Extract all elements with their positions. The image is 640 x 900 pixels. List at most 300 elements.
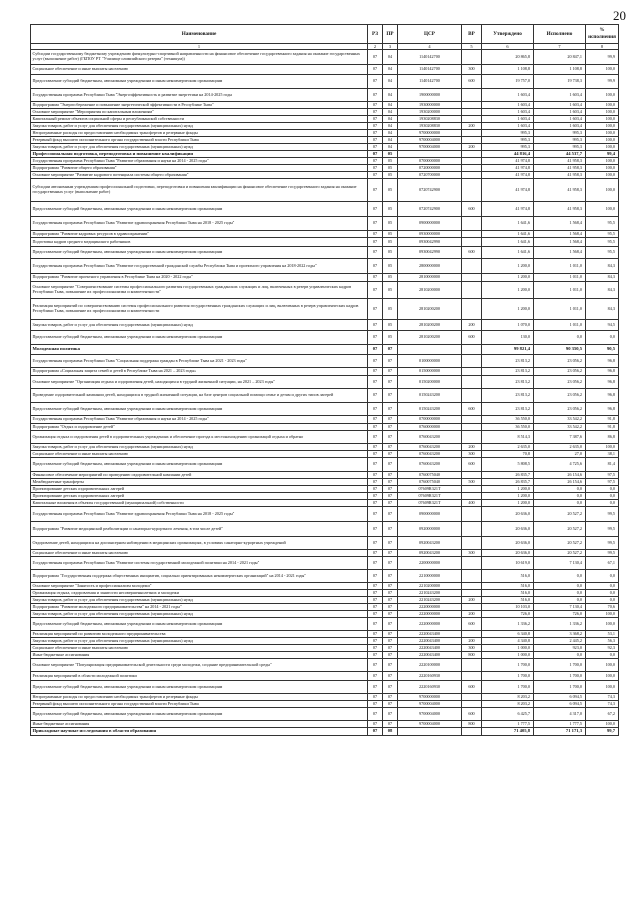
row-name-cell: Субсидии государственному бюджетному учреждению физкультурно-спортивной направленности на финансовое обеспечение государственного задания на оказание государственных услуг (выполнение работ) (ГБПОУ РТ "Училище олимпийского резерва" (техникум)): [31, 50, 368, 65]
row-percent-cell: 100,0: [586, 611, 619, 618]
row-pr-cell: 05: [383, 217, 398, 231]
row-vr-cell: [462, 102, 482, 109]
row-pr-cell: 05: [383, 259, 398, 274]
row-csr-cell: 2810200200: [398, 331, 462, 345]
row-vr-cell: 200: [462, 123, 482, 130]
row-approved-cell: 1 000,0: [482, 652, 534, 659]
row-pr-cell: 05: [383, 231, 398, 238]
row-csr-cell: 0700000000: [398, 416, 462, 424]
row-executed-cell: 7 130,4: [534, 604, 586, 611]
row-csr-cell: 0150243200: [398, 403, 462, 416]
row-approved-cell: 4 340,8: [482, 638, 534, 645]
row-rz-cell: 07: [368, 247, 383, 259]
row-pr-cell: 07: [383, 652, 398, 659]
row-rz-cell: 07: [368, 590, 383, 597]
row-rz-cell: 07: [368, 444, 383, 451]
row-csr-cell: 0720000000: [398, 165, 462, 172]
table-row: [31, 604, 619, 611]
row-executed-cell: 1 700,0: [534, 672, 586, 681]
row-percent-cell: 100,0: [586, 444, 619, 451]
row-pr-cell: 07: [383, 604, 398, 611]
table-row: [31, 652, 619, 659]
row-percent-cell: 95,5: [586, 217, 619, 231]
row-pr-cell: 05: [383, 331, 398, 345]
column-number: 1: [31, 44, 368, 50]
row-approved-cell: 130,0: [482, 331, 534, 345]
table-row: [31, 376, 619, 389]
row-csr-cell: 2220043400: [398, 652, 462, 659]
table-row: [31, 507, 619, 522]
row-vr-cell: [462, 151, 482, 158]
row-pr-cell: 07: [383, 672, 398, 681]
row-pr-cell: 07: [383, 638, 398, 645]
row-name-cell: Предоставление субсидий бюджетным, автономным учреждениям и иным некоммерческим организациям: [31, 618, 368, 631]
table-row: [31, 274, 619, 282]
row-name-cell: Социальное обеспечение и иные выплаты населению: [31, 451, 368, 458]
row-percent-cell: 0,0: [586, 331, 619, 345]
row-percent-cell: 99,5: [586, 550, 619, 557]
row-approved-cell: 516,0: [482, 597, 534, 604]
row-rz-cell: 07: [368, 202, 383, 217]
row-csr-cell: 2200000000: [398, 557, 462, 570]
row-executed-cell: 923,0: [534, 645, 586, 652]
row-pr-cell: 04: [383, 65, 398, 75]
row-name-cell: Предоставление субсидий бюджетным, автономным учреждениям и иным некоммерческим организациям: [31, 331, 368, 345]
row-name-cell: Предоставление субсидий бюджетным, автономным учреждениям и иным некоммерческим организациям: [31, 681, 368, 694]
row-approved-cell: 1 641,6: [482, 247, 534, 259]
row-name-cell: Прикладные научные исследования в области образования: [31, 728, 368, 736]
row-approved-cell: 8 514,3: [482, 431, 534, 444]
row-pr-cell: 05: [383, 202, 398, 217]
row-executed-cell: 0,0: [534, 583, 586, 590]
row-name-cell: Подпрограмма «Социальная защита семей и детей в Республике Тыва на 2021 – 2023 годы»: [31, 368, 368, 376]
row-vr-cell: 600: [462, 75, 482, 89]
row-name-cell: Закупка товаров, работ и услуг для обеспечения государственных (муниципальных) нужд: [31, 144, 368, 151]
row-approved-cell: 1 603,4: [482, 123, 534, 130]
table-row: [31, 331, 619, 345]
row-vr-cell: [462, 416, 482, 424]
row-approved-cell: 1 200,0: [482, 274, 534, 282]
row-executed-cell: 23 056,2: [534, 355, 586, 368]
row-pr-cell: 04: [383, 144, 398, 151]
table-row: [31, 728, 619, 736]
row-csr-cell: 0900000000: [398, 507, 462, 522]
row-rz-cell: 07: [368, 721, 383, 728]
row-csr-cell: 9700004000: [398, 144, 462, 151]
table-row: [31, 458, 619, 472]
row-vr-cell: [462, 116, 482, 123]
row-pr-cell: 07: [383, 479, 398, 486]
row-percent-cell: 97,5: [586, 472, 619, 479]
table-row: [31, 570, 619, 583]
row-pr-cell: 05: [383, 247, 398, 259]
row-vr-cell: [462, 557, 482, 570]
table-row: [31, 158, 619, 165]
row-name-cell: Проведение оздоровительной кампании детей, находящихся в трудной жизненной ситуации, на базе центров социальной помощи семье и детям и других типов лагерей: [31, 389, 368, 403]
row-pr-cell: 07: [383, 416, 398, 424]
row-csr-cell: 0720742900: [398, 179, 462, 202]
row-csr-cell: 9700004000: [398, 137, 462, 144]
row-percent-cell: 0,0: [586, 652, 619, 659]
row-vr-cell: [462, 537, 482, 550]
row-approved-cell: 516,0: [482, 583, 534, 590]
row-name-cell: Государственная программа Республики Тыва "Развитие системы государственной молодежной политики на 2014 - 2021 годы": [31, 557, 368, 570]
row-executed-cell: 1 336,2: [534, 618, 586, 631]
row-percent-cell: 99,9: [586, 50, 619, 65]
row-name-cell: Государственная программа Республики Тыва "Социальная поддержка граждан в Республике Тыва на 2021 - 2023 годы": [31, 355, 368, 368]
row-pr-cell: 07: [383, 368, 398, 376]
row-name-cell: Проектирование детских оздоровительных лагерей: [31, 493, 368, 500]
row-rz-cell: 07: [368, 424, 383, 431]
table-row: [31, 493, 619, 500]
row-pr-cell: 04: [383, 89, 398, 102]
row-pr-cell: 07: [383, 486, 398, 493]
table-row: [31, 550, 619, 557]
row-approved-cell: 10 103,0: [482, 604, 534, 611]
row-executed-cell: 23 056,2: [534, 389, 586, 403]
row-approved-cell: 20 636,0: [482, 507, 534, 522]
row-percent-cell: 100,0: [586, 202, 619, 217]
row-executed-cell: 2 635,0: [534, 444, 586, 451]
row-executed-cell: 1 777,5: [534, 721, 586, 728]
row-vr-cell: 800: [462, 721, 482, 728]
row-approved-cell: 1 000,0: [482, 645, 534, 652]
row-approved-cell: 726,0: [482, 611, 534, 618]
column-number: 4: [398, 44, 462, 50]
table-row: [31, 368, 619, 376]
row-approved-cell: 1 641,6: [482, 217, 534, 231]
row-percent-cell: 99,5: [586, 507, 619, 522]
row-csr-cell: 2810200200: [398, 299, 462, 320]
row-csr-cell: 2800000000: [398, 259, 462, 274]
row-approved-cell: 1 603,4: [482, 109, 534, 116]
row-approved-cell: 1 336,2: [482, 618, 534, 631]
row-pr-cell: 07: [383, 583, 398, 590]
row-name-cell: Государственная программа Республики Тыва "Энергоэффективность и развитие энергетики на 2014-2025 годы: [31, 89, 368, 102]
row-approved-cell: 71 405,8: [482, 728, 534, 736]
row-pr-cell: 05: [383, 320, 398, 331]
header-pr: ПР: [383, 25, 398, 44]
row-approved-cell: 8 203,2: [482, 694, 534, 701]
row-executed-cell: 0,0: [534, 331, 586, 345]
table-row: [31, 165, 619, 172]
row-vr-cell: [462, 345, 482, 355]
row-csr-cell: 1140142700: [398, 75, 462, 89]
row-csr-cell: 2210000000: [398, 570, 462, 583]
header-percent: % исполнения: [586, 25, 619, 44]
row-vr-cell: [462, 172, 482, 179]
row-vr-cell: [462, 694, 482, 701]
row-executed-cell: 19 738,3: [534, 75, 586, 89]
row-pr-cell: 07: [383, 721, 398, 728]
row-vr-cell: [462, 389, 482, 403]
table-row: [31, 659, 619, 672]
table-row: [31, 424, 619, 431]
row-name-cell: Резервный фонд высшего исполнительного органа государственной власти Республики Тыва: [31, 137, 368, 144]
row-vr-cell: [462, 231, 482, 238]
row-executed-cell: 1 108,8: [534, 65, 586, 75]
row-pr-cell: 07: [383, 451, 398, 458]
row-pr-cell: 07: [383, 522, 398, 537]
row-name-cell: Основное мероприятие "Мероприятия по капитальным вложениям": [31, 109, 368, 116]
row-csr-cell: 2220000000: [398, 618, 462, 631]
row-rz-cell: 07: [368, 681, 383, 694]
row-vr-cell: [462, 604, 482, 611]
row-rz-cell: 07: [368, 537, 383, 550]
row-approved-cell: 1 641,6: [482, 231, 534, 238]
table-row: [31, 451, 619, 458]
row-csr-cell: 0930042990: [398, 247, 462, 259]
row-rz-cell: 07: [368, 368, 383, 376]
row-rz-cell: 07: [368, 65, 383, 75]
row-rz-cell: 07: [368, 282, 383, 299]
row-rz-cell: 07: [368, 728, 383, 736]
row-approved-cell: 1 200,0: [482, 493, 534, 500]
row-pr-cell: 07: [383, 424, 398, 431]
row-approved-cell: 1 200,0: [482, 486, 534, 493]
row-approved-cell: 26 835,7: [482, 479, 534, 486]
row-rz-cell: 07: [368, 611, 383, 618]
row-executed-cell: 1 568,4: [534, 217, 586, 231]
row-approved-cell: 41 974,8: [482, 172, 534, 179]
row-executed-cell: 4 725,6: [534, 458, 586, 472]
row-vr-cell: [462, 376, 482, 389]
row-name-cell: Подпрограмма "Отдых и оздоровление детей": [31, 424, 368, 431]
row-percent-cell: 99,9: [586, 75, 619, 89]
row-rz-cell: 07: [368, 376, 383, 389]
row-executed-cell: 41 958,3: [534, 202, 586, 217]
row-pr-cell: 04: [383, 130, 398, 137]
row-percent-cell: 84,3: [586, 259, 619, 274]
row-csr-cell: 0760043200: [398, 444, 462, 451]
row-rz-cell: 07: [368, 672, 383, 681]
row-vr-cell: 300: [462, 451, 482, 458]
row-executed-cell: 0,0: [534, 500, 586, 507]
row-approved-cell: 995,3: [482, 144, 534, 151]
row-percent-cell: 56,3: [586, 638, 619, 645]
row-percent-cell: 90,5: [586, 345, 619, 355]
row-executed-cell: 20 527,2: [534, 507, 586, 522]
row-csr-cell: 0760043200: [398, 451, 462, 458]
row-vr-cell: 400: [462, 500, 482, 507]
row-csr-cell: 0930042990: [398, 238, 462, 247]
table-row: [31, 444, 619, 451]
row-approved-cell: 1 777,5: [482, 721, 534, 728]
row-percent-cell: 70,6: [586, 604, 619, 611]
row-vr-cell: [462, 522, 482, 537]
row-csr-cell: 2220000000: [398, 611, 462, 618]
table-row: [31, 389, 619, 403]
table-row: [31, 247, 619, 259]
row-approved-cell: 1 700,0: [482, 659, 534, 672]
row-csr-cell: 0920043200: [398, 537, 462, 550]
row-csr-cell: 2220100000: [398, 659, 462, 672]
row-percent-cell: 100,0: [586, 158, 619, 165]
row-vr-cell: [462, 424, 482, 431]
row-name-cell: Подпрограмма "Развитие проектного управления в Республике Тыва на 2020 - 2022 годы": [31, 274, 368, 282]
row-executed-cell: 1 603,4: [534, 102, 586, 109]
row-vr-cell: [462, 274, 482, 282]
row-csr-cell: 1900000000: [398, 89, 462, 102]
row-name-cell: Государственная программа Республики Тыва "Развитие образования и науки на 2014 - 2025 годы": [31, 416, 368, 424]
row-name-cell: Реализация мероприятий по развитию молодежного предпринимательства: [31, 631, 368, 638]
row-rz-cell: 07: [368, 631, 383, 638]
table-row: [31, 50, 619, 65]
row-rz-cell: 07: [368, 172, 383, 179]
row-executed-cell: 27,0: [534, 451, 586, 458]
row-percent-cell: 100,0: [586, 102, 619, 109]
row-csr-cell: 2220043400: [398, 631, 462, 638]
row-approved-cell: 26 835,7: [482, 472, 534, 479]
row-csr-cell: 0930000000: [398, 231, 462, 238]
row-pr-cell: 07: [383, 444, 398, 451]
row-vr-cell: 600: [462, 247, 482, 259]
table-row: [31, 681, 619, 694]
row-approved-cell: 44 816,4: [482, 151, 534, 158]
row-executed-cell: 20 527,2: [534, 537, 586, 550]
row-name-cell: Закупка товаров, работ и услуг для обеспечения государственных (муниципальных) нужд: [31, 638, 368, 645]
row-approved-cell: 23 813,2: [482, 376, 534, 389]
row-executed-cell: 20 847,1: [534, 50, 586, 65]
row-csr-cell: 1930208830: [398, 123, 462, 130]
row-csr-cell: 2210200000: [398, 583, 462, 590]
row-executed-cell: 1 568,4: [534, 231, 586, 238]
table-row: [31, 282, 619, 299]
table-row: [31, 130, 619, 137]
row-executed-cell: 23 056,2: [534, 376, 586, 389]
row-approved-cell: 6 425,7: [482, 708, 534, 721]
row-rz-cell: 07: [368, 331, 383, 345]
table-row: [31, 217, 619, 231]
row-name-cell: Закупка товаров, работ и услуг для обеспечения государственных (муниципальных) нужд: [31, 611, 368, 618]
row-percent-cell: 0,0: [586, 583, 619, 590]
row-approved-cell: 36 550,0: [482, 416, 534, 424]
row-approved-cell: 41 974,8: [482, 158, 534, 165]
table-row: [31, 486, 619, 493]
row-name-cell: Подпрограмма "Развитие медицинской реабилитации и санаторно-курортного лечения, в том числе детей": [31, 522, 368, 537]
column-number: 7: [534, 44, 586, 50]
table-body: [31, 50, 619, 736]
row-executed-cell: 995,3: [534, 144, 586, 151]
header-csr: ЦСР: [398, 25, 462, 44]
row-csr-cell: 2810200000: [398, 282, 462, 299]
row-pr-cell: 05: [383, 179, 398, 202]
row-rz-cell: 07: [368, 144, 383, 151]
column-number: 6: [482, 44, 534, 50]
row-rz-cell: 07: [368, 659, 383, 672]
row-csr-cell: 1930200000: [398, 109, 462, 116]
row-vr-cell: 200: [462, 144, 482, 151]
row-pr-cell: 07: [383, 493, 398, 500]
column-number: 2: [368, 44, 383, 50]
row-executed-cell: 20 527,2: [534, 550, 586, 557]
row-approved-cell: 1 200,0: [482, 282, 534, 299]
row-vr-cell: [462, 431, 482, 444]
row-vr-cell: [462, 259, 482, 274]
row-executed-cell: 726,0: [534, 611, 586, 618]
row-name-cell: Финансовое обеспечение мероприятий по проведению оздоровительной кампании детей: [31, 472, 368, 479]
row-executed-cell: 41 958,3: [534, 165, 586, 172]
row-name-cell: Предоставление субсидий бюджетным, автономным учреждениям и иным некоммерческим организациям: [31, 708, 368, 721]
row-percent-cell: 99,7: [586, 728, 619, 736]
row-pr-cell: 05: [383, 299, 398, 320]
table-row: [31, 694, 619, 701]
row-approved-cell: 1 700,0: [482, 681, 534, 694]
row-percent-cell: 96,8: [586, 403, 619, 416]
table-row: [31, 583, 619, 590]
row-vr-cell: [462, 130, 482, 137]
row-approved-cell: 23 813,2: [482, 389, 534, 403]
row-rz-cell: 07: [368, 472, 383, 479]
table-row: [31, 345, 619, 355]
row-csr-cell: 0150000000: [398, 368, 462, 376]
row-rz-cell: 07: [368, 389, 383, 403]
row-pr-cell: 07: [383, 590, 398, 597]
row-rz-cell: 07: [368, 522, 383, 537]
header-rz: РЗ: [368, 25, 383, 44]
row-name-cell: Закупка товаров, работ и услуг для обеспечения государственных (муниципальных) нужд: [31, 320, 368, 331]
row-name-cell: Организация отдыха и оздоровления детей в оздоровительных учреждениях и обеспечение проезда к местонахождению организаций отдыха и обратно: [31, 431, 368, 444]
table-row: [31, 597, 619, 604]
table-row: [31, 708, 619, 721]
header-approved: Утверждено: [482, 25, 534, 44]
row-rz-cell: 07: [368, 102, 383, 109]
row-rz-cell: 07: [368, 274, 383, 282]
table-row: [31, 500, 619, 507]
row-percent-cell: 0,0: [586, 597, 619, 604]
row-approved-cell: 20 865,8: [482, 50, 534, 65]
row-rz-cell: 07: [368, 403, 383, 416]
row-pr-cell: 07: [383, 618, 398, 631]
table-row: [31, 479, 619, 486]
row-csr-cell: 0920000000: [398, 522, 462, 537]
row-approved-cell: 41 974,8: [482, 165, 534, 172]
row-name-cell: Подготовка кадров среднего медицинского работников: [31, 238, 368, 247]
row-approved-cell: 70,8: [482, 451, 534, 458]
row-pr-cell: 04: [383, 116, 398, 123]
row-rz-cell: 07: [368, 597, 383, 604]
row-pr-cell: 07: [383, 708, 398, 721]
row-approved-cell: 516,0: [482, 570, 534, 583]
row-name-cell: Основное мероприятие "Занятость и профессионализм молодежи": [31, 583, 368, 590]
row-csr-cell: 07609R321T: [398, 493, 462, 500]
row-executed-cell: 0,0: [534, 652, 586, 659]
row-approved-cell: 20 636,0: [482, 550, 534, 557]
row-name-cell: Основное мероприятие "Популяризация предпринимательской деятельности среди молодежи, создание предпринимательской среды": [31, 659, 368, 672]
row-pr-cell: 05: [383, 274, 398, 282]
row-rz-cell: 07: [368, 479, 383, 486]
row-percent-cell: 94,5: [586, 320, 619, 331]
table-header-row: [31, 25, 619, 44]
page-number: 20: [613, 8, 626, 23]
row-rz-cell: 07: [368, 500, 383, 507]
row-rz-cell: 07: [368, 694, 383, 701]
row-rz-cell: 07: [368, 179, 383, 202]
row-csr-cell: 0760075040: [398, 479, 462, 486]
row-executed-cell: 23 056,2: [534, 368, 586, 376]
row-name-cell: Подпрограмма "Государственная поддержка общественных инициатив, социально ориентированных некоммерческих организаций" на 2014 - 2021 годы": [31, 570, 368, 583]
row-csr-cell: 2210243200: [398, 590, 462, 597]
row-percent-cell: 0,0: [586, 570, 619, 583]
row-approved-cell: 6 340,8: [482, 631, 534, 638]
row-csr-cell: [398, 345, 462, 355]
row-rz-cell: 07: [368, 50, 383, 65]
row-percent-cell: 100,0: [586, 721, 619, 728]
row-percent-cell: 95,5: [586, 238, 619, 247]
row-pr-cell: 05: [383, 282, 398, 299]
row-csr-cell: 0760000000: [398, 424, 462, 431]
row-approved-cell: 41 974,8: [482, 179, 534, 202]
